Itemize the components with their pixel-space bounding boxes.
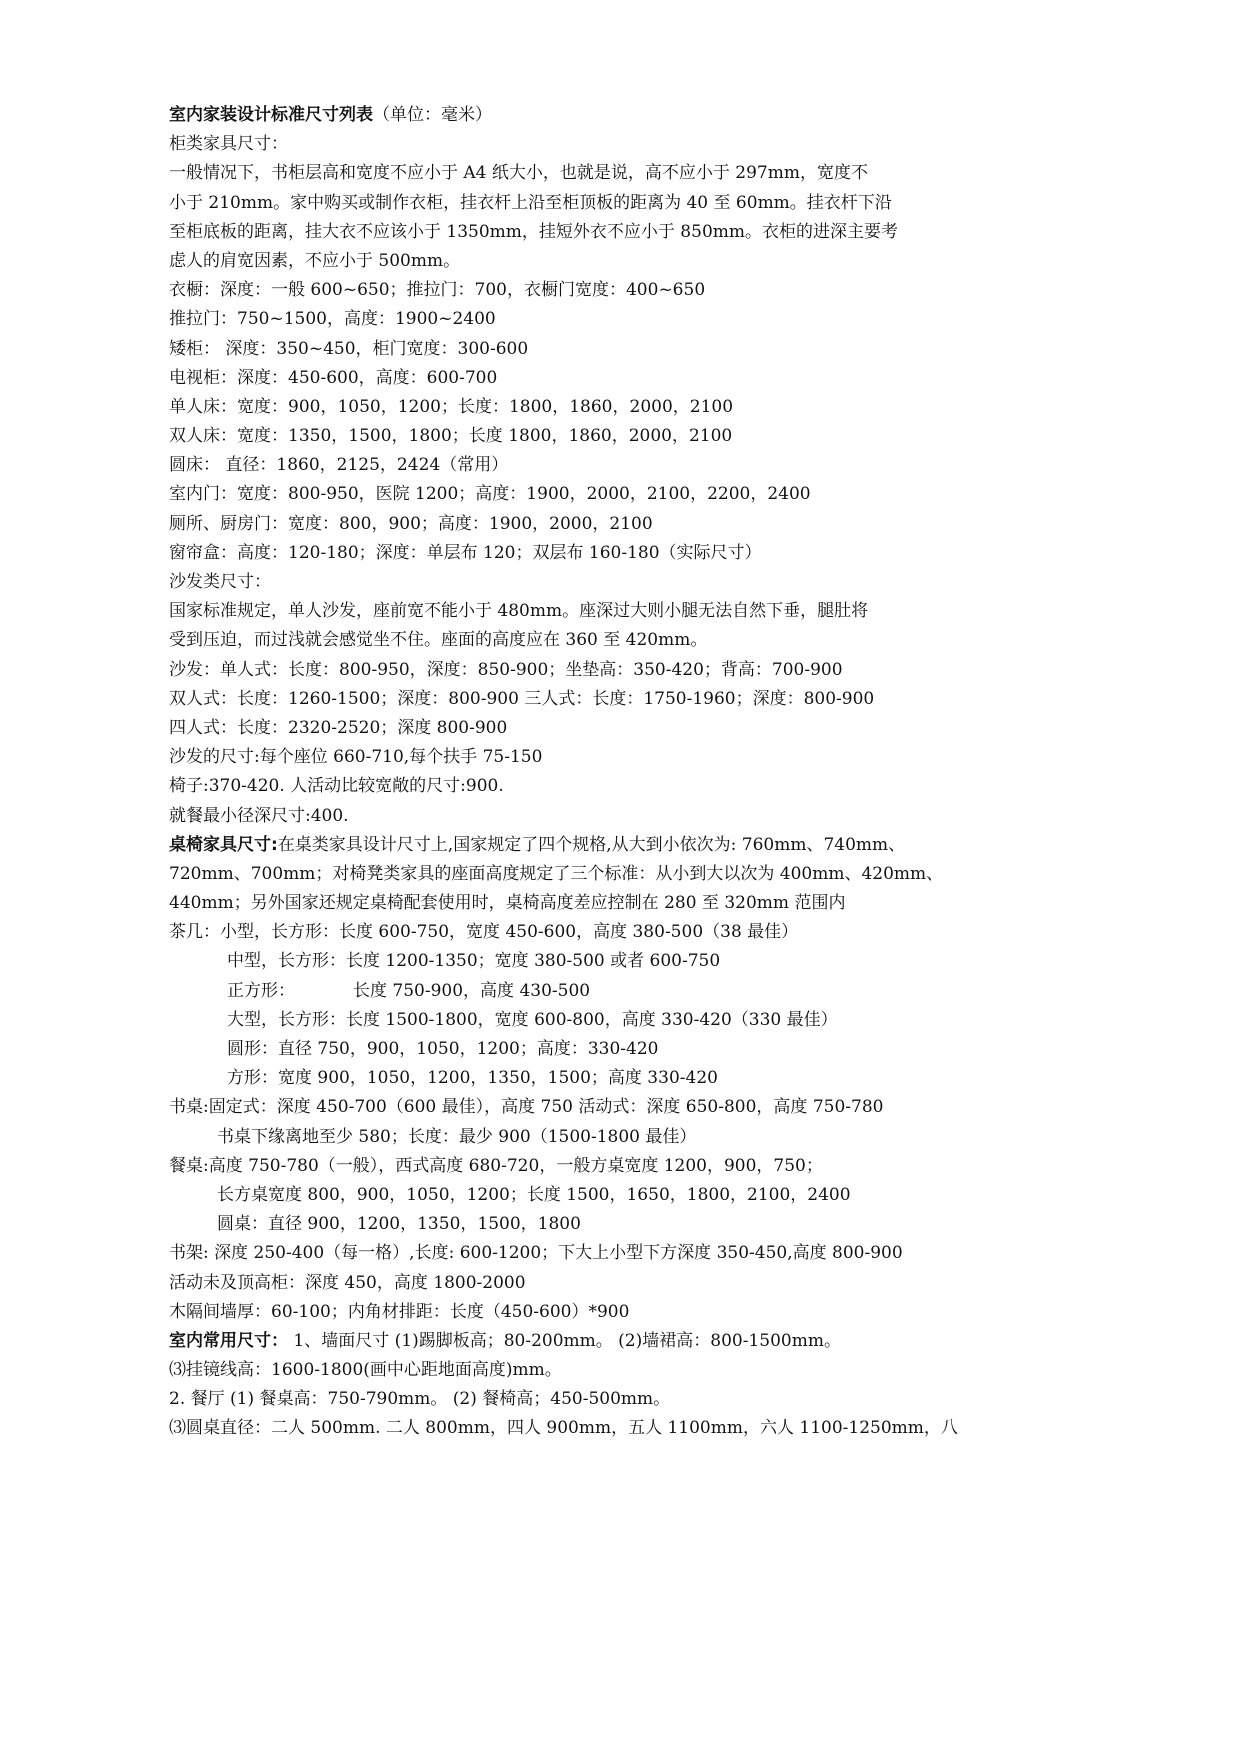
spec-line-dining-room: 2. 餐厅 (1) 餐桌高：750-790mm。 (2) 餐椅高；450-500mm。 bbox=[169, 1389, 671, 1410]
document-body bbox=[169, 101, 958, 1444]
spec-line-round-bed: 圆床： 直径：1860，2125，2424（常用） bbox=[169, 455, 509, 476]
spec-line-dining-depth: 就餐最小径深尺寸:400. bbox=[169, 805, 349, 826]
spec-line-desk: 书桌:固定式：深度 450-700（600 最佳），高度 750 活动式：深度 650-800，高度 750-780 bbox=[169, 1097, 884, 1118]
spec-line-double-bed: 双人床：宽度：1350，1500，1800；长度 1800，1860，2000，2100 bbox=[169, 426, 733, 447]
section-heading-common-sizes: 室内常用尺寸： bbox=[169, 1330, 288, 1351]
paragraph-line: 440mm；另外国家还规定桌椅配套使用时，桌椅高度差应控制在 280 至 320mm 范围内 bbox=[169, 893, 846, 914]
spec-line-coffee-table-large: 大型，长方形：长度 1500-1800，宽度 600-800，高度 330-420（330 最佳） bbox=[227, 1009, 838, 1030]
spec-line-dining-table-rect: 长方桌宽度 800，900，1050，1200；长度 1500，1650，1800，2100，2400 bbox=[217, 1184, 851, 1205]
spec-line-sofa-single: 沙发：单人式：长度：800-950，深度：850-900；坐垫高：350-420；背高：700-900 bbox=[169, 659, 843, 680]
paragraph-line: 小于 210mm。家中购买或制作衣柜，挂衣杆上沿至柜顶板的距离为 40 至 60mm。挂衣杆下沿 bbox=[169, 192, 892, 213]
spec-line-bookshelf: 书架: 深度 250-400（每一格）,长度: 600-1200；下大上小型下方深度 350-450,高度 800-900 bbox=[169, 1243, 903, 1264]
unit-note: （单位：毫米） bbox=[373, 105, 492, 125]
section-heading-table-chair: 桌椅家具尺寸: bbox=[169, 834, 278, 855]
spec-line-mirror: ⑶挂镜线高：1600-1800(画中心距地面高度)mm。 bbox=[169, 1360, 562, 1381]
spec-line-round-table-diameter: ⑶圆桌直径：二人 500mm. 二人 800mm，四人 900mm，五人 1100mm，六人 1100-1250mm，八 bbox=[169, 1418, 958, 1439]
spec-line-sliding-door: 推拉门：750~1500，高度：1900~2400 bbox=[169, 309, 496, 330]
spec-line-coffee-table-small: 茶几：小型，长方形：长度 600-750，宽度 450-600，高度 380-500（38 最佳） bbox=[169, 922, 799, 943]
paragraph-line: 国家标准规定，单人沙发，座前宽不能小于 480mm。座深过大则小腿无法自然下垂，腿肚将 bbox=[169, 601, 869, 622]
paragraph-line: 至柜底板的距离，挂大衣不应该小于 1350mm，挂短外衣不应小于 850mm。衣柜的进深主要考 bbox=[169, 221, 898, 242]
spec-line-coffee-table-square bbox=[169, 977, 949, 1006]
document-title: 室内家装设计标准尺寸列表 bbox=[169, 105, 373, 125]
common-sizes-line bbox=[169, 1327, 949, 1356]
common-sizes-text: 1、墙面尺寸 (1)踢脚板高；80-200mm。 (2)墙裙高：800-1500mm。 bbox=[288, 1330, 841, 1351]
spec-line-desk-2: 书桌下缘离地至少 580；长度：最少 900（1500-1800 最佳） bbox=[217, 1126, 697, 1147]
spec-line-low-cabinet: 矮柜： 深度：350~450，柜门宽度：300-600 bbox=[169, 338, 529, 359]
spec-line-coffee-table-round: 圆形：直径 750，900，1050，1200；高度：330-420 bbox=[227, 1039, 659, 1059]
paragraph-line: 720mm、700mm；对椅凳类家具的座面高度规定了三个标准：从小到大以次为 400mm、420mm、 bbox=[169, 863, 944, 884]
section-heading-sofa: 沙发类尺寸： bbox=[169, 572, 271, 592]
spec-line-wardrobe: 衣橱：深度：一般 600~650；推拉门：700，衣橱门宽度：400~650 bbox=[169, 280, 706, 301]
spec-line-dining-table-round: 圆桌：直径 900，1200，1350，1500，1800 bbox=[217, 1214, 581, 1235]
spec-line-tv-cabinet: 电视柜：深度：450-600，高度：600-700 bbox=[169, 367, 498, 388]
square-label: 正方形： bbox=[227, 980, 295, 1001]
spec-line-bathroom-kitchen-door: 厕所、厨房门：宽度：800，900；高度：1900，2000，2100 bbox=[169, 513, 653, 534]
spec-line-coffee-table-medium: 中型，长方形：长度 1200-1350；宽度 380-500 或者 600-750 bbox=[227, 951, 721, 972]
spec-line-coffee-table-square2: 方形：宽度 900，1050，1200，1350，1500；高度 330-420 bbox=[227, 1068, 718, 1089]
spec-line-partition: 木隔间墙厚：60-100；内角材排距：长度（450-600）*900 bbox=[169, 1301, 630, 1322]
spec-line-chair: 椅子:370-420. 人活动比较宽敞的尺寸:900. bbox=[169, 776, 504, 797]
table-chair-text: 在桌类家具设计尺寸上,国家规定了四个规格,从大到小依次为: 760mm、740mm、 bbox=[277, 834, 906, 855]
document-title-line bbox=[169, 101, 949, 130]
spec-line-tall-cabinet: 活动未及顶高柜：深度 450，高度 1800-2000 bbox=[169, 1272, 526, 1293]
spec-line-sofa-double-triple: 双人式：长度：1260-1500；深度：800-900 三人式：长度：1750-1960；深度：800-900 bbox=[169, 688, 875, 709]
spec-line-dining-table: 餐桌:高度 750-780（一般），西式高度 680-720，一般方桌宽度 1200，900，750； bbox=[169, 1155, 823, 1176]
spec-line-interior-door: 室内门：宽度：800-950，医院 1200；高度：1900，2000，2100，2200，2400 bbox=[169, 484, 811, 505]
spec-line-sofa-four: 四人式：长度：2320-2520；深度 800-900 bbox=[169, 717, 508, 738]
paragraph-line: 受到压迫，而过浅就会感觉坐不住。座面的高度应在 360 至 420mm。 bbox=[169, 630, 708, 651]
paragraph-line: 虑人的肩宽因素，不应小于 500mm。 bbox=[169, 250, 461, 271]
paragraph-line: 一般情况下，书柜层高和宽度不应小于 A4 纸大小，也就是说，高不应小于 297mm，宽度不 bbox=[169, 163, 868, 184]
spec-line-sofa-size: 沙发的尺寸:每个座位 660-710,每个扶手 75-150 bbox=[169, 747, 543, 768]
section-heading-cabinets: 柜类家具尺寸： bbox=[169, 134, 288, 155]
spec-line-curtain-box: 窗帘盒：高度：120-180；深度：单层布 120；双层布 160-180（实际尺寸） bbox=[169, 542, 762, 563]
square-value: 长度 750-900，高度 430-500 bbox=[353, 980, 591, 1001]
table-chair-line bbox=[169, 831, 949, 860]
spec-line-single-bed: 单人床：宽度：900，1050，1200；长度：1800，1860，2000，2100 bbox=[169, 396, 734, 417]
